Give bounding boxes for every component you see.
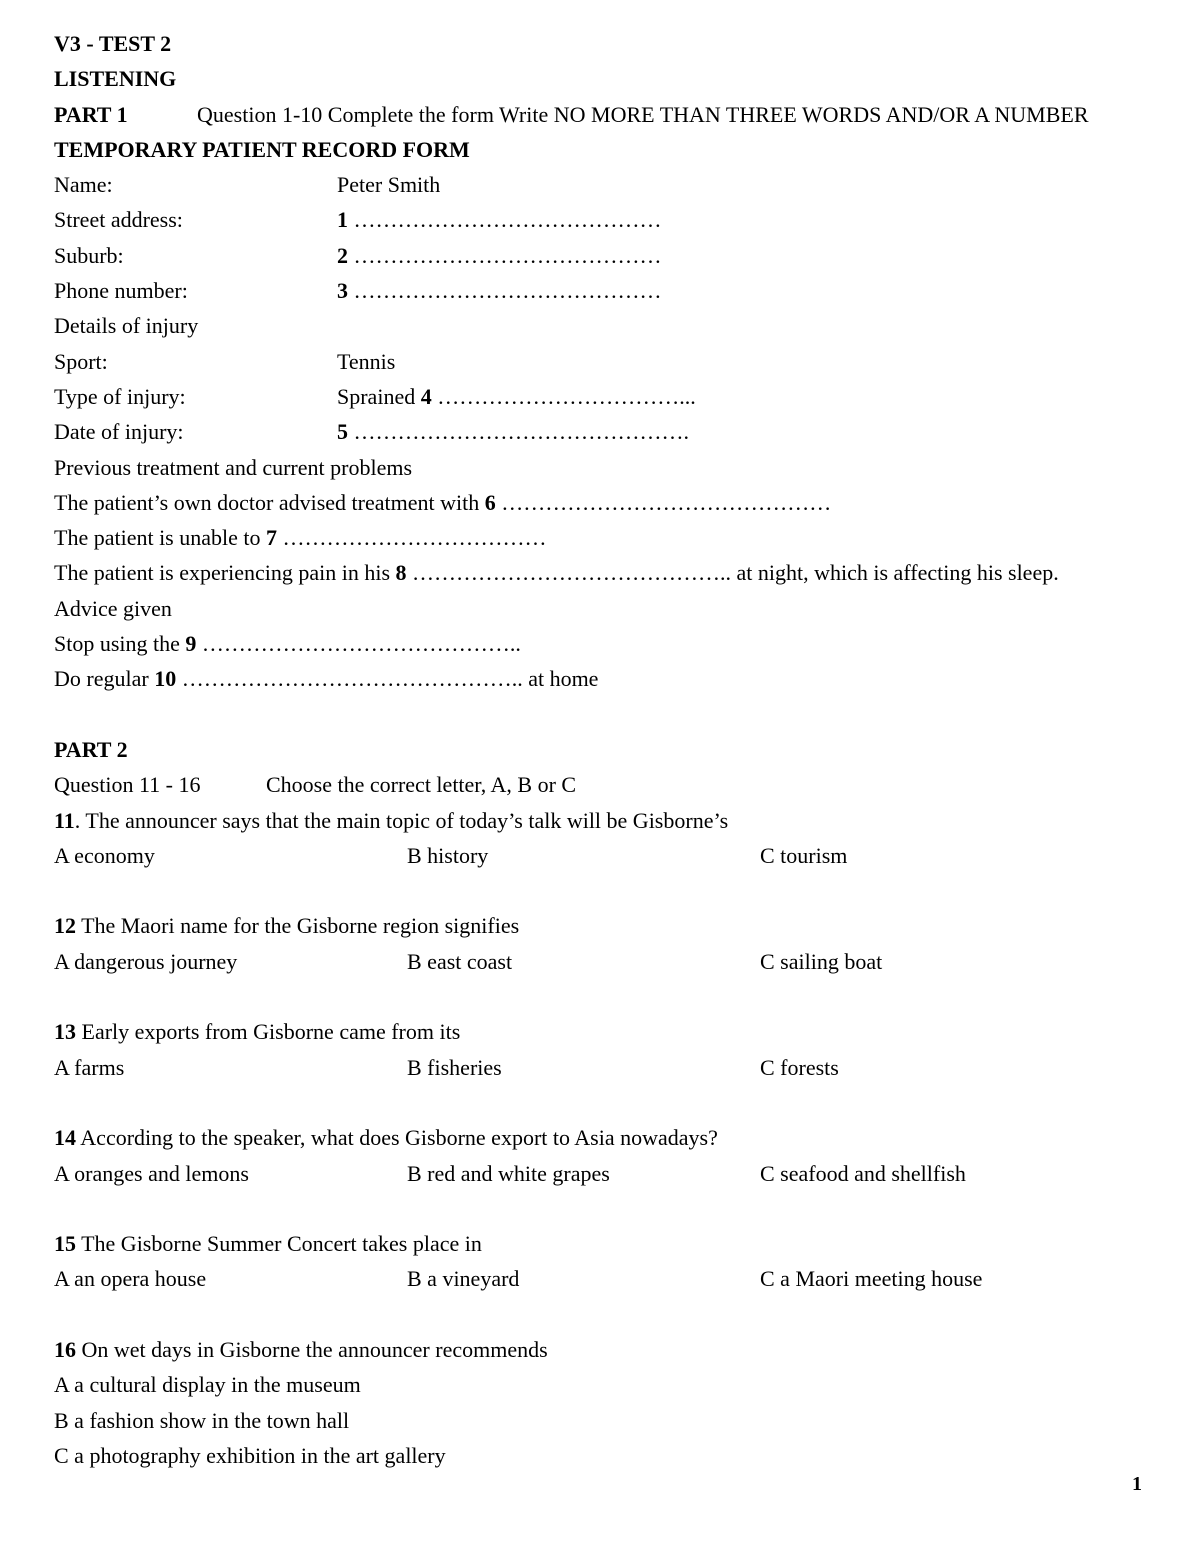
answer-blank: …………………………………… <box>348 242 662 268</box>
sentence-after: ……………………………………… <box>495 489 832 515</box>
injury-fields <box>54 344 1164 450</box>
option-c: C tourism <box>760 842 848 868</box>
sentence-after: …………………………………….. <box>196 631 521 657</box>
field-value <box>337 344 395 379</box>
question-number: 9 <box>185 631 197 657</box>
option-c: C forests <box>760 1054 839 1080</box>
question-number: 11 <box>54 807 75 833</box>
part2-header <box>54 767 1164 802</box>
form-field-row <box>54 344 1164 379</box>
option-c: C seafood and shellfish <box>760 1160 966 1186</box>
q16-option-b: B a fashion show in the town hall <box>54 1407 350 1433</box>
field-label: Name: <box>54 172 113 198</box>
question-options <box>54 944 1164 979</box>
option-b: B red and white grapes <box>407 1160 610 1186</box>
advice-lines <box>54 626 1164 697</box>
question-15 <box>54 1226 1164 1261</box>
field-label: Phone number: <box>54 278 188 304</box>
field-question-number: 3 <box>337 278 348 304</box>
question-text: On wet days in Gisborne the announcer recommends <box>76 1336 548 1362</box>
field-prefix: Peter Smith <box>337 172 441 198</box>
question-number: 13 <box>54 1019 76 1045</box>
field-label: Suburb: <box>54 242 124 268</box>
option-b: B history <box>407 842 489 868</box>
sentence-after: ……………………………………….. at home <box>176 666 599 692</box>
part1-header <box>54 97 1164 132</box>
form-field-row <box>54 202 1164 237</box>
field-label: Date of injury: <box>54 419 184 445</box>
question-options <box>54 1156 1164 1191</box>
q16-option-c: C a photography exhibition in the art gallery <box>54 1442 446 1468</box>
form-fields <box>54 167 1164 308</box>
field-question-number: 4 <box>420 383 432 409</box>
form-field-row <box>54 273 1164 308</box>
field-value <box>337 414 689 449</box>
field-value <box>337 238 662 273</box>
question-number: 6 <box>484 489 496 515</box>
answer-blank: …………………………………… <box>348 207 662 233</box>
answer-blank: …………………………………… <box>348 278 662 304</box>
question-options <box>54 1261 1164 1296</box>
spacer <box>54 1085 1164 1120</box>
spacer <box>54 873 1164 908</box>
field-question-number: 5 <box>337 419 348 445</box>
sentence-before: Stop using the <box>54 631 186 657</box>
question-text: The Gisborne Summer Concert takes place in <box>76 1231 482 1257</box>
option-c: C a Maori meeting house <box>760 1266 983 1292</box>
option-b: B east coast <box>407 948 513 974</box>
field-question-number: 2 <box>337 242 348 268</box>
question-14 <box>54 1120 1164 1155</box>
questions <box>54 803 1164 1332</box>
form-field-row <box>54 379 1164 414</box>
question-number: 7 <box>266 525 277 551</box>
treatment-heading: Previous treatment and current problems <box>54 454 413 480</box>
option-b: B fisheries <box>407 1054 502 1080</box>
option-b: B a vineyard <box>407 1266 520 1292</box>
spacer <box>54 979 1164 1014</box>
field-value <box>337 202 662 237</box>
sentence-line <box>54 520 1164 555</box>
spacer <box>54 1191 1164 1226</box>
question-text: According to the speaker, what does Gisborne export to Asia nowadays? <box>76 1125 718 1151</box>
question-number: 8 <box>395 560 407 586</box>
field-label: Sport: <box>54 348 108 374</box>
question-13 <box>54 1014 1164 1049</box>
question-number: 16 <box>54 1336 76 1362</box>
answer-blank: ……………………………... <box>431 383 696 409</box>
question-number: 14 <box>54 1125 76 1151</box>
part1-label: PART 1 <box>54 101 128 127</box>
question-12 <box>54 908 1164 943</box>
question-options <box>54 838 1164 873</box>
field-label: Type of injury: <box>54 383 186 409</box>
option-a: A an opera house <box>54 1266 207 1292</box>
question-number: 12 <box>54 913 76 939</box>
part2-instruction: Choose the correct letter, A, B or C <box>266 772 577 798</box>
question-number: 10 <box>154 666 177 692</box>
field-value <box>337 273 662 308</box>
option-a: A economy <box>54 842 155 868</box>
sentence-line <box>54 626 1164 661</box>
field-prefix: Tennis <box>337 348 396 374</box>
question-options <box>54 1050 1164 1085</box>
field-label: Street address: <box>54 207 183 233</box>
question-text: The Maori name for the Gisborne region signifies <box>76 913 520 939</box>
spacer <box>54 1297 1164 1332</box>
part1-instruction: Question 1-10 Complete the form Write NO MORE THAN THREE WORDS AND/OR A NUMBER <box>197 101 1089 127</box>
form-field-row <box>54 167 1164 202</box>
question-16 <box>54 1332 1164 1367</box>
question-text: Early exports from Gisborne came from its <box>76 1019 461 1045</box>
sentence-before: The patient is experiencing pain in his <box>54 560 396 586</box>
form-title: TEMPORARY PATIENT RECORD FORM <box>54 136 470 162</box>
sentence-line <box>54 485 1164 520</box>
question-range: Question 11 - 16 <box>54 772 201 798</box>
treatment-lines <box>54 485 1164 591</box>
part2-label: PART 2 <box>54 736 128 762</box>
injury-heading: Details of injury <box>54 313 199 339</box>
answer-blank: ………………………………………. <box>348 419 689 445</box>
test-title: V3 - TEST 2 <box>54 31 172 56</box>
sentence-line <box>54 555 1164 590</box>
question-number: 15 <box>54 1231 76 1257</box>
field-prefix: Sprained <box>337 383 421 409</box>
document-page <box>54 26 1164 1473</box>
field-value <box>337 379 696 414</box>
field-question-number: 1 <box>337 207 348 233</box>
page-number: 1 <box>1132 1473 1142 1495</box>
sentence-before: The patient’s own doctor advised treatment with <box>54 489 485 515</box>
option-a: A oranges and lemons <box>54 1160 249 1186</box>
field-value <box>337 167 440 202</box>
form-field-row <box>54 414 1164 449</box>
option-a: A dangerous journey <box>54 948 238 974</box>
q16-option-a: A a cultural display in the museum <box>54 1372 361 1398</box>
sentence-before: The patient is unable to <box>54 525 266 551</box>
advice-heading: Advice given <box>54 595 172 621</box>
option-c: C sailing boat <box>760 948 883 974</box>
question-11 <box>54 803 1164 838</box>
sentence-after: …………………………………….. at night, which is affecting his sleep. <box>406 560 1059 586</box>
option-a: A farms <box>54 1054 125 1080</box>
sentence-after: ……………………………… <box>277 525 547 551</box>
section-title: LISTENING <box>54 66 177 92</box>
question-text: . The announcer says that the main topic of today’s talk will be Gisborne’s <box>74 807 729 833</box>
sentence-before: Do regular <box>54 666 155 692</box>
form-field-row <box>54 238 1164 273</box>
sentence-line <box>54 661 1164 696</box>
